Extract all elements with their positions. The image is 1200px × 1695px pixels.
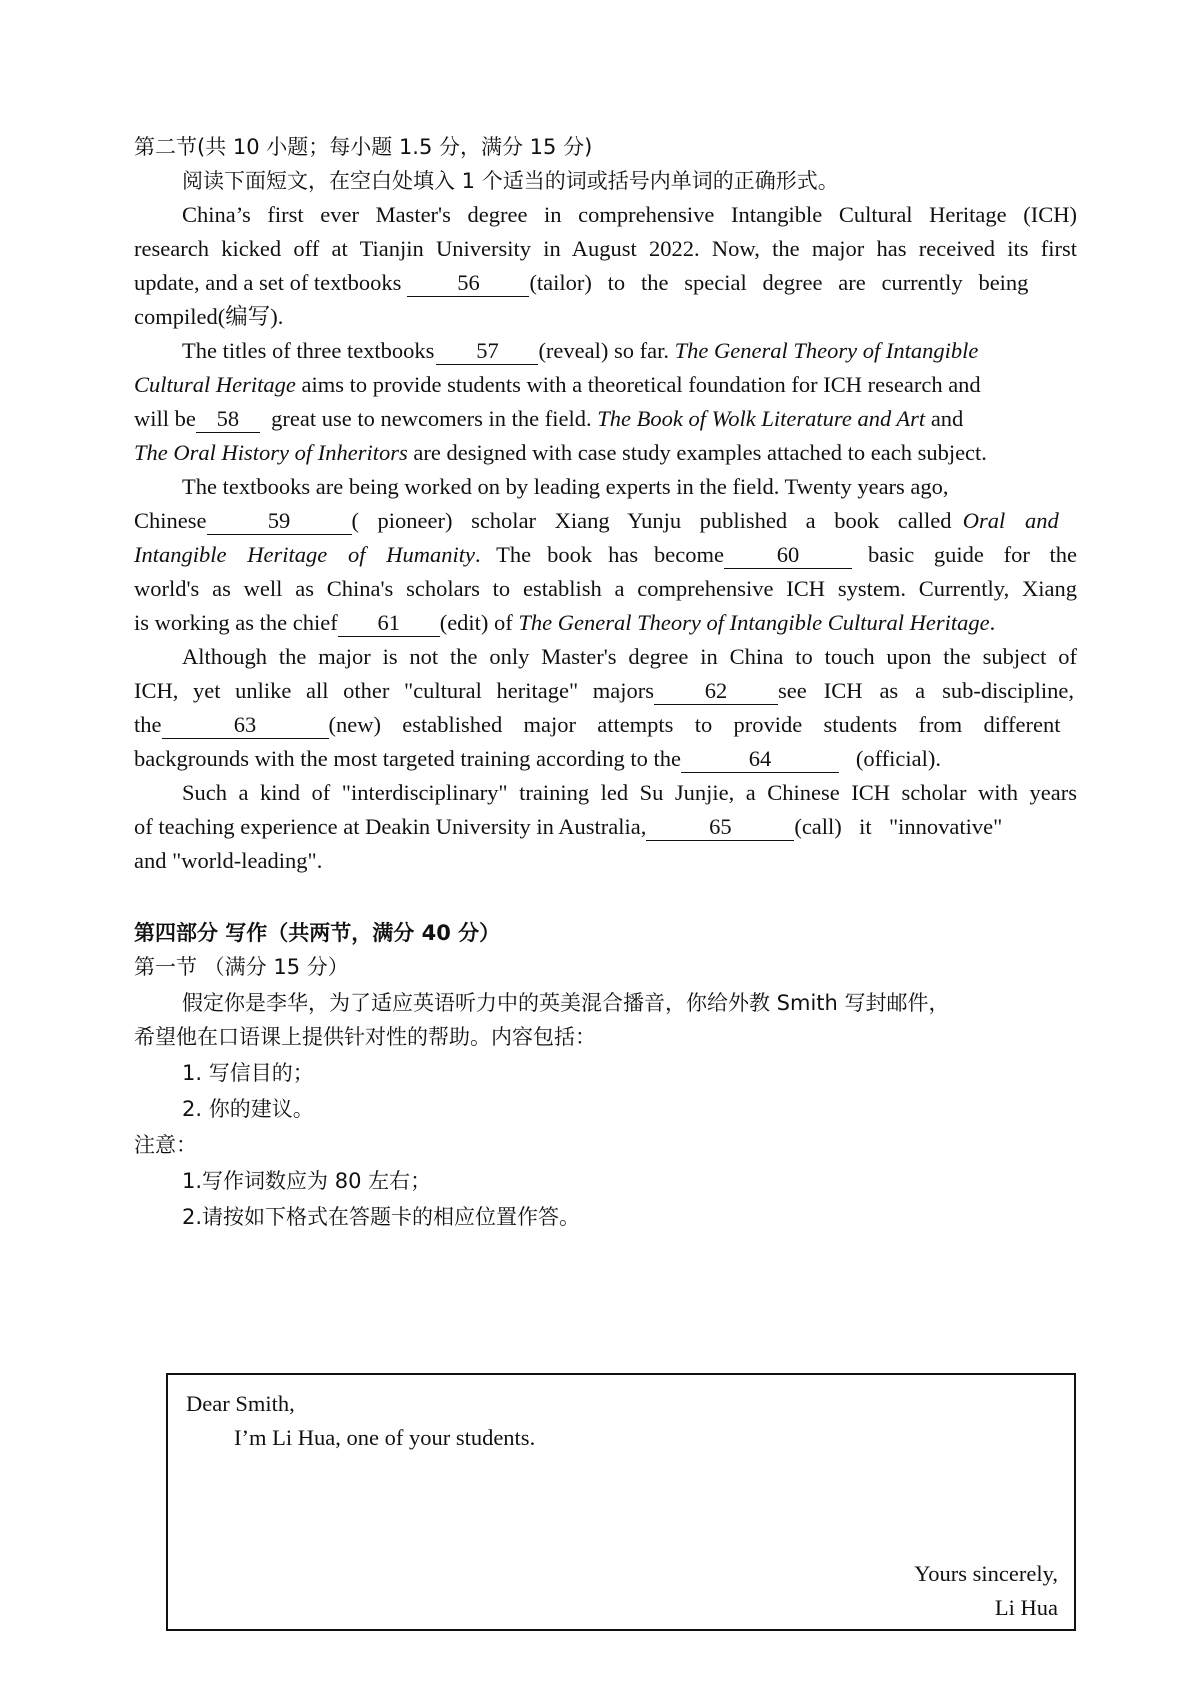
p2-text: The titles of three textbooks xyxy=(182,338,435,363)
p3-line5 xyxy=(134,606,1077,640)
letter-closing: Yours sincerely, xyxy=(914,1561,1058,1586)
p1-line2: research kicked off at Tianjin University in August 2022. Now, the major has received its first xyxy=(134,236,1077,261)
p2-book-title: Cultural Heritage xyxy=(134,372,296,397)
p3-line1: The textbooks are being worked on by leading experts in the field. Twenty years ago, xyxy=(182,474,949,499)
blank-59[interactable]: 59 xyxy=(207,508,352,535)
letter-template-box xyxy=(166,1373,1076,1631)
p3-text: basic guide for the xyxy=(868,542,1077,567)
p1-line3 xyxy=(134,266,1077,300)
p5-text: of teaching experience at Deakin University in Australia, xyxy=(134,814,647,839)
letter-opening: I’m Li Hua, one of your students. xyxy=(234,1425,536,1450)
p2-text: will be xyxy=(134,406,196,431)
p3-book-title: Oral and xyxy=(962,508,1059,533)
note-label: 注意： xyxy=(134,1133,197,1157)
p1-line4: compiled(编写). xyxy=(134,304,284,329)
blank-62[interactable]: 62 xyxy=(654,678,778,705)
p4-line2 xyxy=(134,674,1077,708)
p2-book-title: The General Theory of Intangible xyxy=(674,338,979,363)
p2-text: aims to provide students with a theoretical foundation for ICH research and xyxy=(301,372,981,397)
p3-book-title: Intangible Heritage of Humanity xyxy=(134,542,475,567)
p2-line4 xyxy=(134,436,1077,470)
p2-line1 xyxy=(182,334,1125,368)
p2-text: and xyxy=(930,406,964,431)
p2-text: (reveal) so far. xyxy=(538,338,669,363)
note-2: 2.请按如下格式在答题卡的相应位置作答。 xyxy=(182,1205,581,1229)
blank-61[interactable]: 61 xyxy=(338,610,440,637)
p4-text: ICH, yet unlike all other "cultural heritage" majors xyxy=(134,678,654,703)
p3-text: . xyxy=(989,610,996,635)
p4-line3 xyxy=(134,708,1077,742)
p5-text: (call) it "innovative" xyxy=(794,814,1003,839)
p5-line2 xyxy=(134,810,1077,844)
p4-line1: Although the major is not the only Master's degree in China to touch upon the subject of xyxy=(182,644,1077,669)
p3-text: Chinese xyxy=(134,508,207,533)
writing-prompt-line1: 假定你是李华，为了适应英语听力中的英美混合播音，你给外教 Smith 写封邮件， xyxy=(182,991,950,1015)
section-2-header: 第二节(共 10 小题；每小题 1.5 分，满分 15 分) xyxy=(134,135,593,159)
p5-line3: and "world-leading". xyxy=(134,848,323,873)
blank-63[interactable]: 63 xyxy=(162,712,329,739)
p3-line4: world's as well as China's scholars to establish a comprehensive ICH system. Currently, Xiang xyxy=(134,576,1077,601)
blank-60[interactable]: 60 xyxy=(724,542,852,569)
p1-line1: China’s first ever Master's degree in comprehensive Intangible Cultural Heritage (ICH) xyxy=(182,202,1077,227)
p2-text: are designed with case study examples attached to each subject. xyxy=(413,440,987,465)
blank-64[interactable]: 64 xyxy=(681,746,839,773)
blank-56[interactable]: 56 xyxy=(407,270,529,297)
blank-58[interactable]: 58 xyxy=(196,406,260,433)
p4-text: (official). xyxy=(855,746,941,771)
writing-prompt-line2: 希望他在口语课上提供针对性的帮助。内容包括： xyxy=(134,1025,596,1049)
content-point-1: 1. 写信目的； xyxy=(182,1061,314,1085)
p1-text: update, and a set of textbooks xyxy=(134,270,402,295)
p2-book-title: The Oral History of Inheritors xyxy=(134,440,408,465)
p4-text: backgrounds with the most targeted training according to the xyxy=(134,746,681,771)
p2-text: great use to newcomers in the field. xyxy=(271,406,592,431)
p2-book-title: The Book of Wolk Literature and Art xyxy=(597,406,926,431)
p3-text: ( pioneer) scholar Xiang Yunju published a book called xyxy=(351,508,952,533)
p4-text: (new) established major attempts to provide students from different xyxy=(328,712,1061,737)
p3-line2 xyxy=(134,504,1077,538)
p3-book-title: The General Theory of Intangible Cultural Heritage xyxy=(518,610,990,635)
p4-text: the xyxy=(134,712,162,737)
section-2-instruction: 阅读下面短文，在空白处填入 1 个适当的词或括号内单词的正确形式。 xyxy=(182,169,839,193)
p4-text: see ICH as a sub-discipline, xyxy=(778,678,1074,703)
p2-line3 xyxy=(134,402,1077,436)
part-4-header: 第四部分 写作（共两节，满分 40 分） xyxy=(134,921,501,945)
p1-text: (tailor) to the special degree are currently being xyxy=(529,270,1029,295)
p2-line2 xyxy=(134,368,1077,402)
p3-line3 xyxy=(134,538,1077,572)
letter-salutation: Dear Smith, xyxy=(186,1391,295,1416)
note-1: 1.写作词数应为 80 左右； xyxy=(182,1169,432,1193)
p5-line1: Such a kind of "interdisciplinary" training led Su Junjie, a Chinese ICH scholar with years xyxy=(182,780,1077,805)
p3-text: is working as the chief xyxy=(134,610,338,635)
content-point-2: 2. 你的建议。 xyxy=(182,1097,314,1121)
letter-signature: Li Hua xyxy=(994,1595,1058,1620)
blank-65[interactable]: 65 xyxy=(646,814,794,841)
p3-text: . The book has become xyxy=(475,542,724,567)
blank-57[interactable]: 57 xyxy=(436,338,538,365)
p4-line4 xyxy=(134,742,1077,776)
p3-text: (edit) of xyxy=(439,610,513,635)
writing-section-1-header: 第一节 （满分 15 分） xyxy=(134,955,349,979)
